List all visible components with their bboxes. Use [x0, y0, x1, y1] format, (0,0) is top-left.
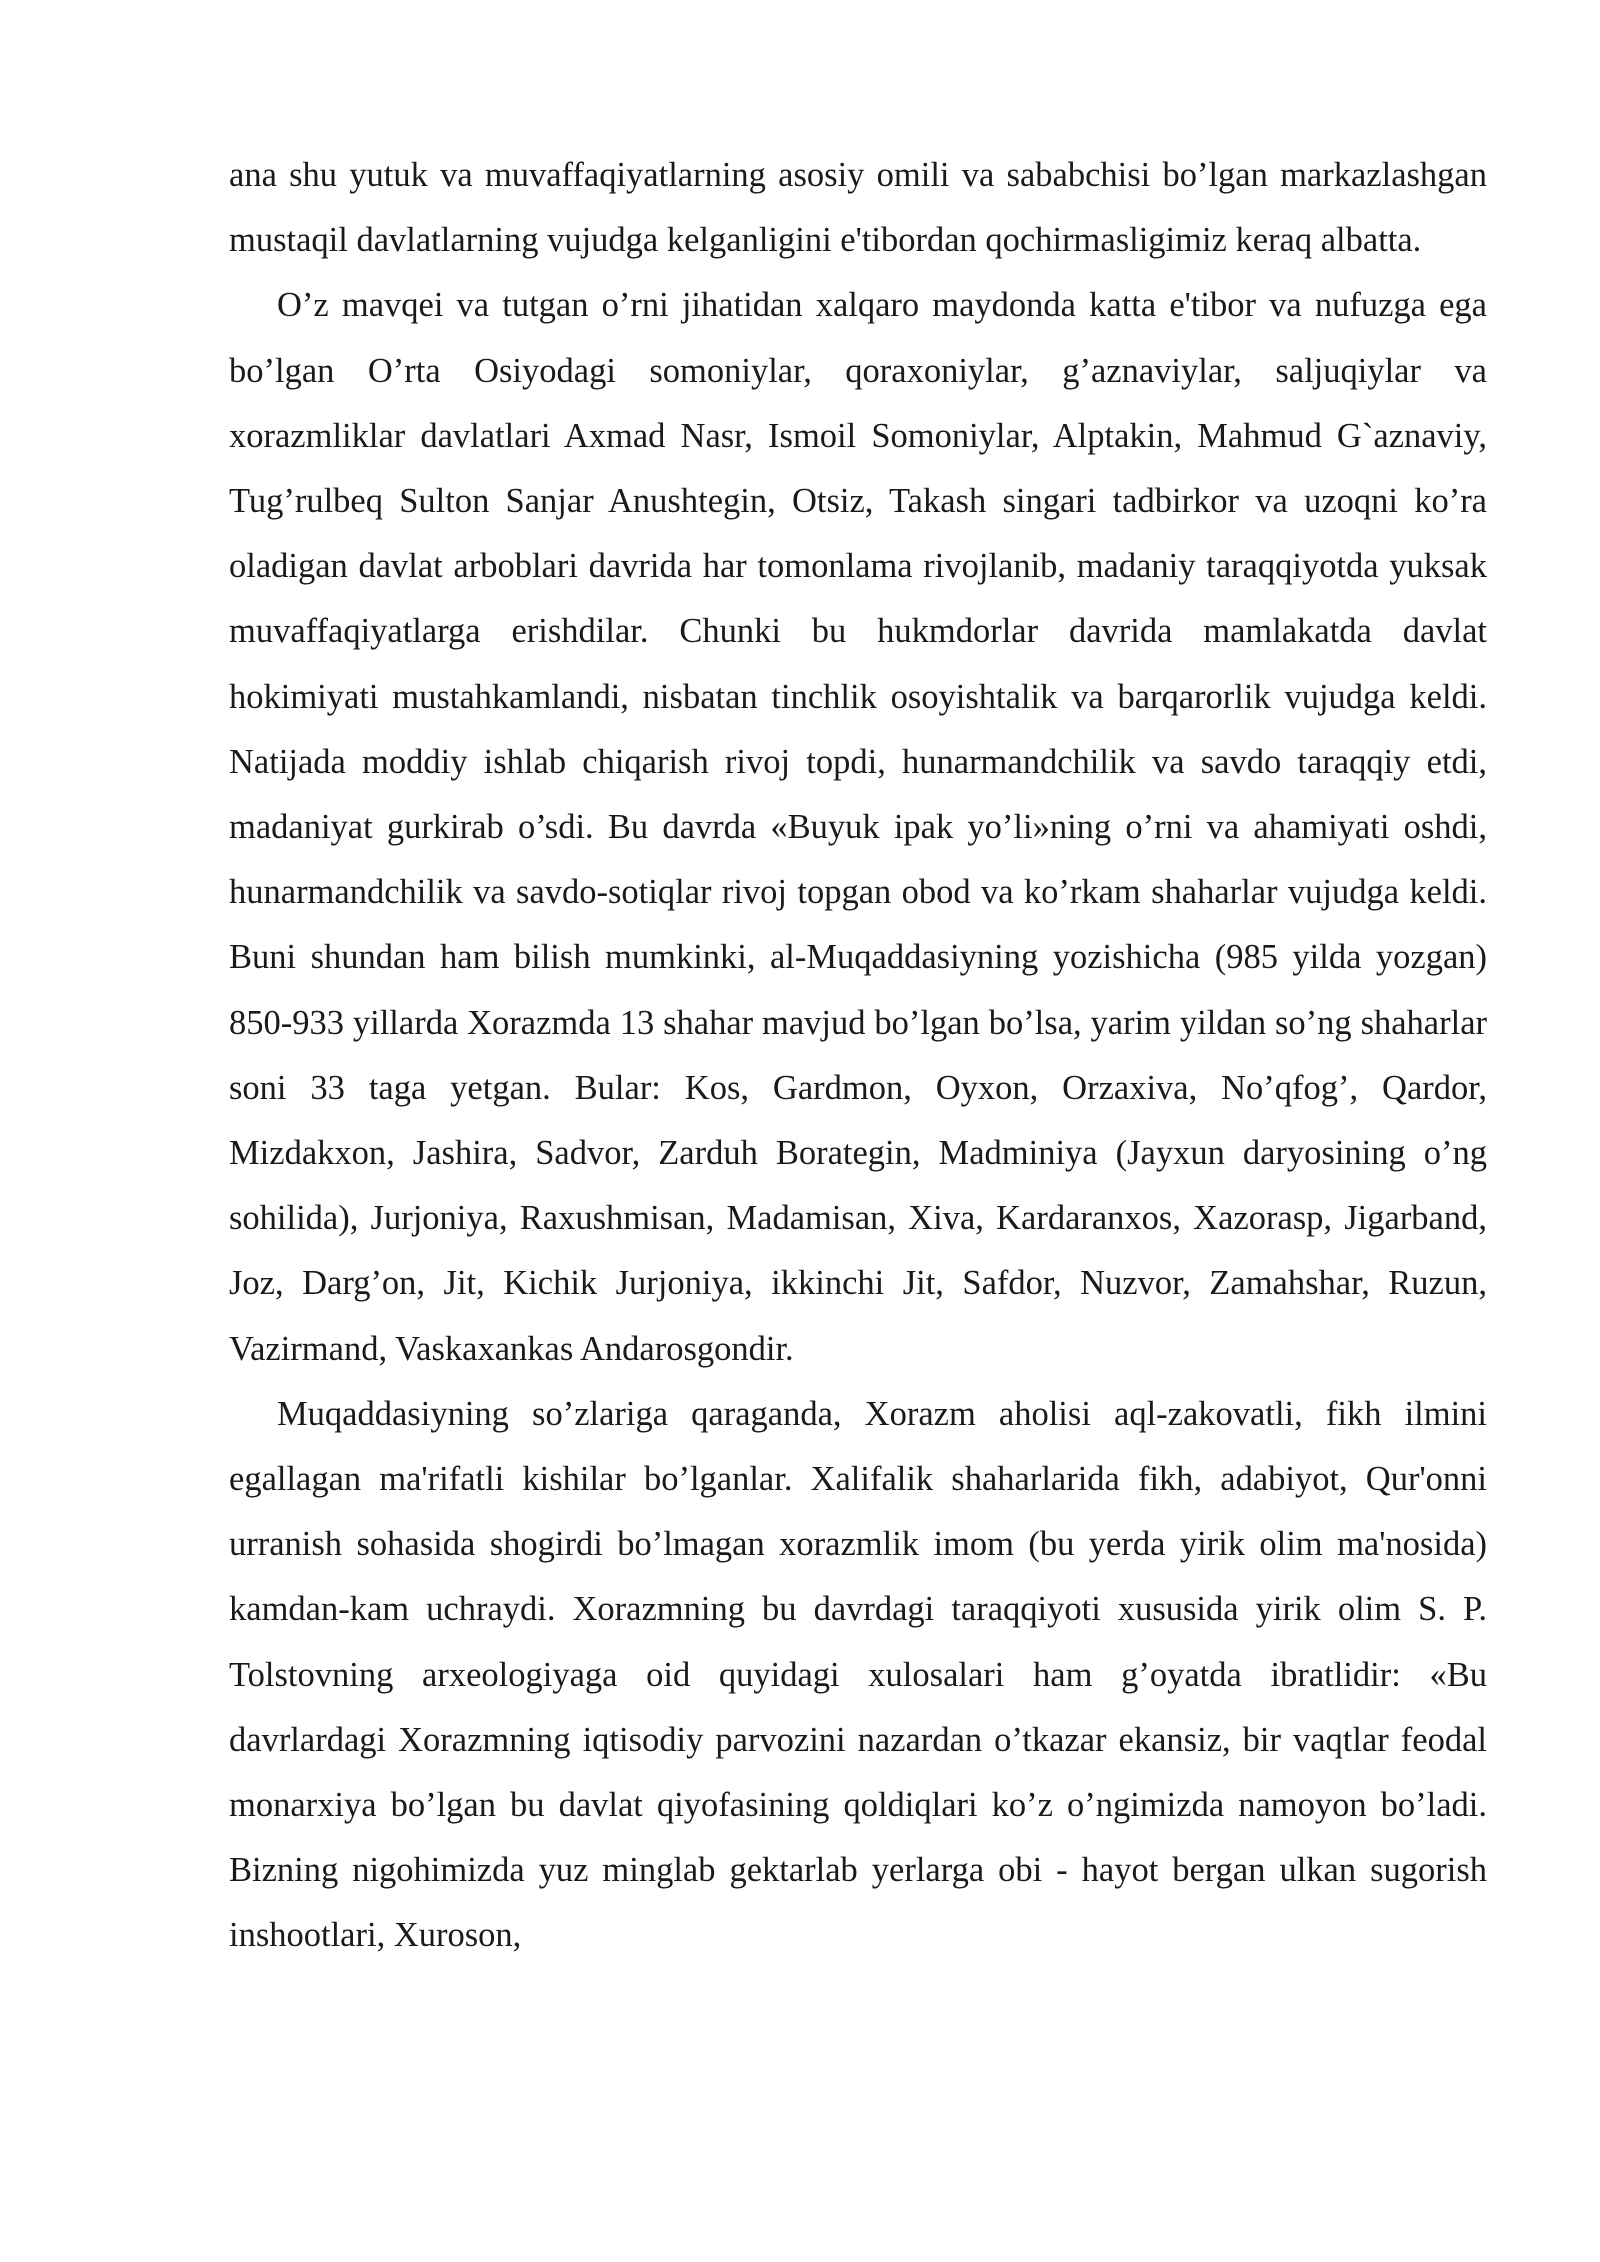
document-page	[229, 143, 1487, 1969]
paragraph-muqaddasiy-quote: Muqaddasiyning so’zlariga qaraganda, Xorazm aholisi aql-zakovatli, fikh ilmini egallagan ma'rifatli kishilar bo’lganlar. Xalifalik shaharlarida fikh, adabiyot, Qur'onni urranish sohasida shogirdi bo’lmagan xorazmlik imom (bu yerda yirik olim ma'nosida) kamdan-kam uchraydi. Xorazmning bu davrdagi taraqqiyoti xususida yirik olim S. P. Tolstovning arxeologiyaga oid quyidagi xulosalari ham g’oyatda ibratlidir: «Bu davrlardagi Xorazmning iqtisodiy parvozini nazardan o’tkazar ekansiz, bir vaqtlar feodal monarxiya bo’lgan bu davlat qiyofasining qoldiqlari ko’z o’ngimizda namoyon bo’ladi. Bizning nigohimizda yuz minglab gektarlab yerlarga obi - hayot bergan ulkan sugorish inshootlari, Xuroson,	[229, 1394, 1487, 1955]
paragraph-continuation: ana shu yutuk va muvaffaqiyatlarning asosiy omili va sababchisi bo’lgan markazlashgan mustaqil davlatlarning vujudga kelganligini e'tibordan qochirmasligimiz keraq albatta.	[229, 156, 1487, 260]
paragraph-states-and-cities: O’z mavqei va tutgan o’rni jihatidan xalqaro maydonda katta e'tibor va nufuzga ega bo’lgan O’rta Osiyodagi somoniylar, qoraxoniylar, g’aznaviylar, saljuqiylar va xorazmliklar davlatlari Axmad Nasr, Ismoil Somoniylar, Alptakin, Mahmud G`aznaviy, Tug’rulbeq Sulton Sanjar Anushtegin, Otsiz, Takash singari tadbirkor va uzoqni ko’ra oladigan davlat arboblari davrida har tomonlama rivojlanib, madaniy taraqqiyotda yuksak muvaffaqiyatlarga erishdilar. Chunki bu hukmdorlar davrida mamlakatda davlat hokimiyati mustahkamlandi, nisbatan tinchlik osoyishtalik va barqarorlik vujudga keldi. Natijada moddiy ishlab chiqarish rivoj topdi, hunarmandchilik va savdo taraqqiy etdi, madaniyat gurkirab o’sdi. Bu davrda «Buyuk ipak yo’li»ning o’rni va ahamiyati oshdi, hunarmandchilik va savdo-sotiqlar rivoj topgan obod va ko’rkam shaharlar vujudga keldi. Buni shundan ham bilish mumkinki, al-Muqaddasiyning yozishicha (985 yilda yozgan) 850-933 yillarda Xorazmda 13 shahar mavjud bo’lgan bo’lsa, yarim yildan so’ng shaharlar soni 33 taga yetgan. Bular: Kos, Gardmon, Oyxon, Orzaxiva, No’qfog’, Qardor, Mizdakxon, Jashira, Sadvor, Zarduh Borategin, Madminiya (Jayxun daryosining o’ng sohilida), Jurjoniya, Raxushmisan, Madamisan, Xiva, Kardaranxos, Xazorasp, Jigarband, Joz, Darg’on, Jit, Kichik Jurjoniya, ikkinchi Jit, Safdor, Nuzvor, Zamahshar, Ruzun, Vazirmand, Vaskaxankas Andarosgondir.	[229, 286, 1487, 1368]
